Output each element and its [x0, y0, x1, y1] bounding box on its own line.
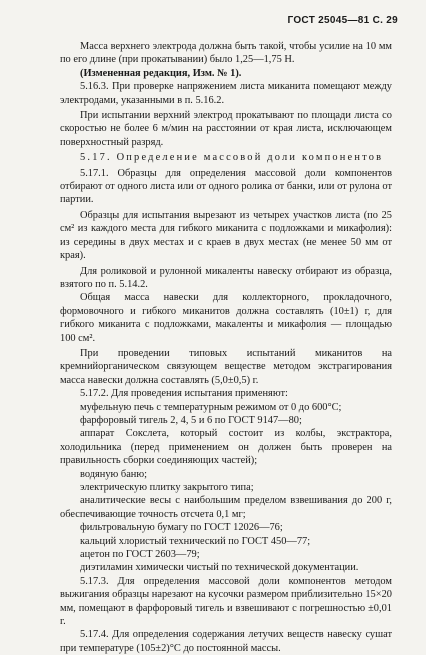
list-item: ацетон по ГОСТ 2603—79;	[80, 549, 200, 561]
paragraph: 5.17.4. Для определения содержания летучих веществ навеску сушат при температуре (105±2)°С до постоянной массы.	[60, 629, 392, 654]
paragraph: Масса верхнего электрода должна быть такой, чтобы усилие на 10 мм по его длине (при прокатывании) было 1,25—1,75 Н.	[60, 41, 392, 66]
paragraph: 5.16.3. При проверке напряжением листа миканита помещают между электродами, указанными в п. 5.16.2.	[60, 81, 392, 106]
list-item: фарфоровый тигель 2, 4, 5 и 6 по ГОСТ 9147—80;	[80, 414, 302, 426]
list-item: электрическую плитку закрытого типа;	[80, 482, 254, 493]
list-item: диэтиламин химически чистый по технической документации.	[80, 562, 359, 574]
amendment-note: (Измененная редакция, Изм. № 1).	[80, 67, 242, 79]
list-item: муфельную печь с температурным режимом от 0 до 600°С;	[80, 401, 342, 413]
list-item: кальций хлористый технический по ГОСТ 450—77;	[80, 535, 311, 547]
paragraph: При проведении типовых испытаний миканитов на кремнийорганическом связующем веществе методом экстрагирования масса навески должна составлять (5,0±0,5) г.	[60, 347, 392, 386]
list-item: аппарат Сокслета, который состоит из колбы, экстрактора, холодильника (перед применением он должен быть проверен на правильность сборки соединяющих частей);	[60, 428, 392, 467]
paragraph: Образцы для испытания вырезают из четырех участков листа (по 25 см² из каждого места для гибкого миканита с подложками и микафолия): из середины в двух местах и с краев в двух местах (не менее 50 мм от края).	[60, 209, 392, 262]
paragraph: При испытании верхний электрод прокатывают по площади листа со скоростью не более 6 м/мин на расстоянии от края листа, исключающем поверхностный разряд.	[60, 110, 392, 148]
list-item: водяную баню;	[80, 468, 148, 480]
section-heading: 5.17. Определение массовой доли компонентов	[80, 152, 384, 164]
paragraph: 5.17.3. Для определения массовой доли компонентов методом выжигания образцы нарезают на кусочки размером приблизительно 15×20 мм, помещают в фарфоровый тигель и взвешивают с погрешностью ±0,01 г.	[60, 575, 392, 628]
list-item: аналитические весы с наибольшим пределом взвешивания до 200 г, обеспечивающие точность отсчета 0,1 мг;	[60, 495, 392, 520]
paragraph: Общая масса навески для коллекторного, прокладочного, формовочного и гибкого миканитов должна составлять (10±1) г, для гибкого миканита с подложками, макаленты и микафолия — площадью 100 см².	[60, 292, 392, 344]
paragraph: Для роликовой и рулонной микаленты навеску отбирают из образца, взятого по п. 5.14.2.	[60, 265, 392, 290]
paragraph: 5.17.2. Для проведения испытания применяют:	[80, 388, 288, 400]
paragraph: 5.17.1. Образцы для определения массовой доли компонентов отбирают от одного листа или от одного ролика от банки, или от рулона от партии.	[60, 167, 392, 206]
list-item: фильтровальную бумагу по ГОСТ 12026—76;	[80, 522, 283, 534]
page-header: ГОСТ 25045—81 С. 29	[287, 15, 398, 26]
